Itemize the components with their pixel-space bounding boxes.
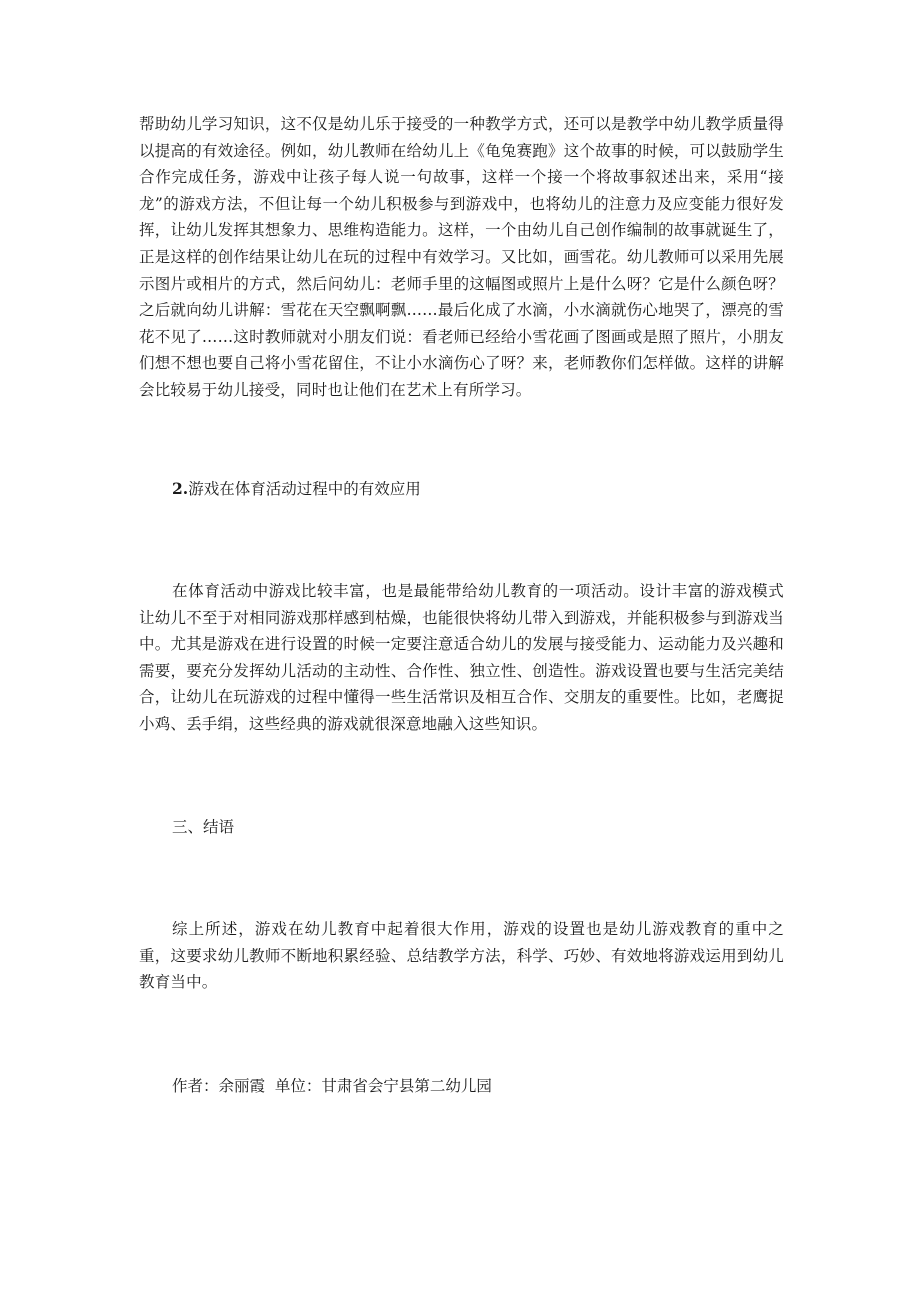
body-paragraph-1: 帮助幼儿学习知识，这不仅是幼儿乐于接受的一种教学方式，还可以是教学中幼儿教学质量得以提高的有效途径。例如，幼儿教师在给幼儿上《龟兔赛跑》这个故事的时候，可以鼓励学生合作完成任务，游戏中让孩子每人说一句故事，这样一个接一个将故事叙述出来，采用“接龙”的游戏方法，不但让每一个幼儿积极参与到游戏中，也将幼儿的注意力及应变能力很好发挥，让幼儿发挥其想象力、思维构造能力。这样，一个由幼儿自己创作编制的故事就诞生了，正是这样的创作结果让幼儿在玩的过程中有效学习。又比如，画雪花。幼儿教师可以采用先展示图片或相片的方式，然后问幼儿：老师手里的这幅图或照片上是什么呀？它是什么颜色呀？之后就向幼儿讲解：雪花在天空飘啊飘……最后化成了水滴，小水滴就伤心地哭了，漂亮的雪花不见了……这时教师就对小朋友们说：看老师已经给小雪花画了图画或是照了照片，小朋友们想不想也要自己将小雪花留住，不让小水滴伤心了呀？来，老师教你们怎样做。这样的讲解会比较易于幼儿接受，同时也让他们在艺术上有所学习。 xyxy=(139,115,784,399)
body-paragraph-conclusion: 综上所述，游戏在幼儿教育中起着很大作用，游戏的设置也是幼儿游戏教育的重中之重，这要求幼儿教师不断地积累经验、总结教学方法，科学、巧妙、有效地将游戏运用到幼儿教育当中。 xyxy=(139,920,784,992)
section-heading-2-number: 2. xyxy=(172,479,189,498)
section-heading-conclusion: 三、结语 xyxy=(172,818,235,836)
body-paragraph-2: 在体育活动中游戏比较丰富，也是最能带给幼儿教育的一项活动。设计丰富的游戏模式让幼儿不至于对相同游戏那样感到枯燥，也能很快将幼儿带入到游戏，并能积极参与到游戏当中。尤其是游戏在进行设置的时候一定要注意适合幼儿的发展与接受能力、运动能力及兴趣和需要，要充分发挥幼儿活动的主动性、合作性、独立性、创造性。游戏设置也要与生活完美结合，让幼儿在玩游戏的过程中懂得一些生活常识及相互合作、交朋友的重要性。比如，老鹰捉小鸡、丢手绢，这些经典的游戏就很深意地融入这些知识。 xyxy=(139,582,784,733)
section-heading-2 xyxy=(172,476,421,502)
section-heading-2-text: 游戏在体育活动过程中的有效应用 xyxy=(188,480,421,498)
author-line: 作者：余丽霞 单位：甘肃省会宁县第二幼儿园 xyxy=(172,1077,492,1095)
